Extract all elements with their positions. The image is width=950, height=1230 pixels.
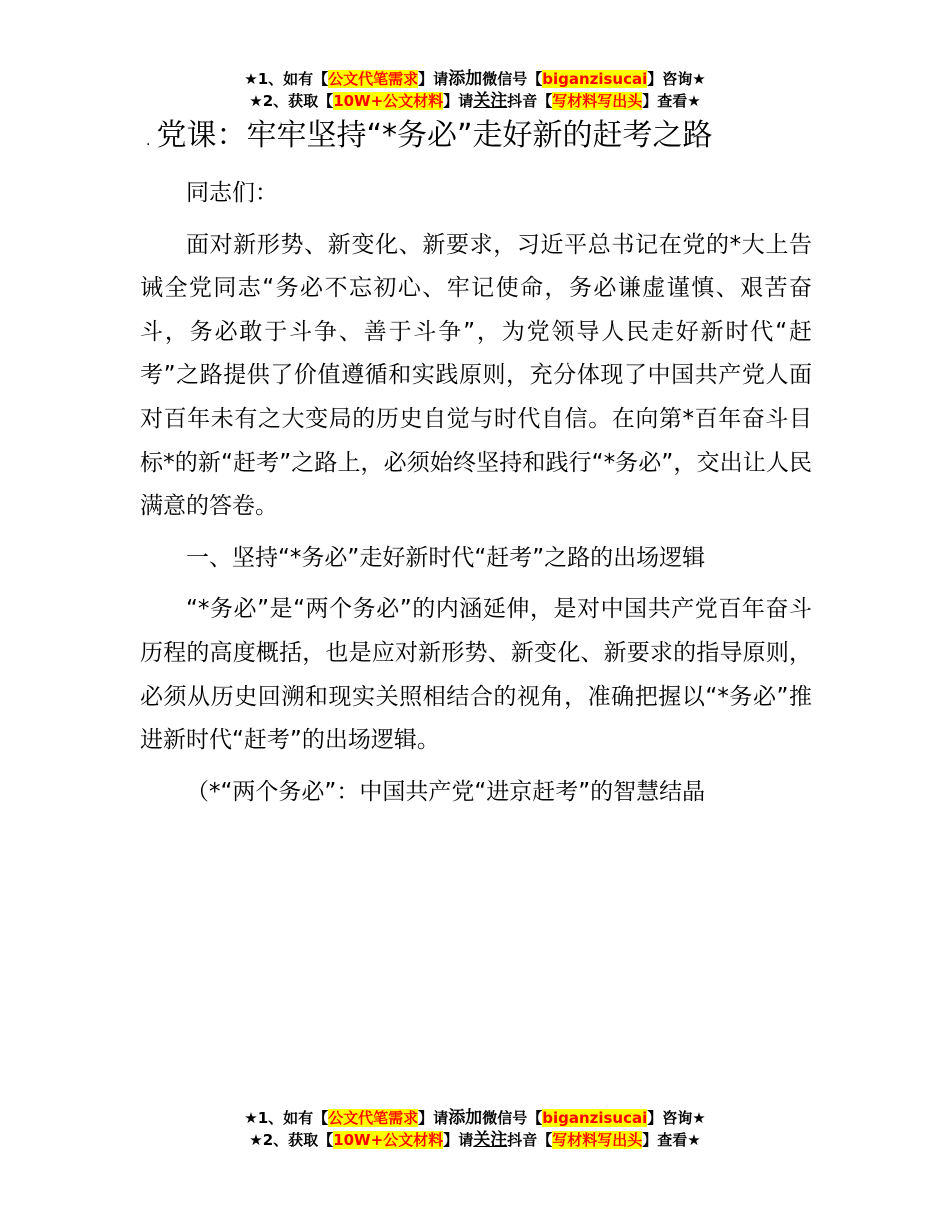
promo-banner-bottom: [0, 1107, 950, 1151]
paragraph-intro: 面对新形势、新变化、新要求，习近平总书记在党的*大上告诫全党同志“务必不忘初心、牢记使命，务必谦虚谨慎、艰苦奋斗，务必敢于斗争、善于斗争”，为党领导人民走好新时代“赶考”之路提供了价值遵循和实践原则，充分体现了中国共产党人面对百年未有之大变局的历史自觉与时代自信。在向第*百年奋斗目标*的新“赶考”之路上，必须始终坚持和践行“*务必”，交出让人民满意的答卷。: [140, 231, 812, 520]
promo-text: 】请: [443, 92, 474, 110]
promo-line-1: [0, 68, 950, 90]
promo-text: ★1、如有【: [244, 1109, 329, 1127]
promo-text: ★2、获取【: [249, 92, 334, 110]
promo-highlight: 10W+公文材料: [333, 92, 444, 110]
document-title: [146, 113, 713, 164]
promo-text: 】查看★: [642, 1131, 701, 1149]
promo-text: 抖音【: [507, 1131, 553, 1149]
promo-text: 微信号【: [482, 1109, 543, 1127]
promo-highlight: 10W+公文材料: [333, 1131, 444, 1149]
promo-text: 抖音【: [507, 92, 553, 110]
promo-line-2: [0, 90, 950, 112]
promo-text: 】请: [443, 1131, 474, 1149]
promo-text: 】咨询★: [647, 70, 706, 88]
promo-emphasis: 添加: [448, 69, 483, 89]
promo-douyin-id: 写材料写出头: [552, 1131, 643, 1149]
section-heading: 一、坚持“*务必”走好新时代“赶考”之路的出场逻辑: [186, 544, 706, 571]
document-body: [140, 172, 812, 822]
promo-banner-top: [0, 68, 950, 112]
title-bullet: .: [146, 133, 151, 149]
promo-douyin-id: 写材料写出头: [552, 92, 643, 110]
promo-text: 】请: [418, 1109, 449, 1127]
promo-text: 微信号【: [482, 70, 543, 88]
promo-line-2: [0, 1129, 950, 1151]
title-text: 党课：牢牢坚持“*务必”走好新的赶考之路: [156, 118, 713, 153]
promo-text: ★2、获取【: [249, 1131, 334, 1149]
promo-wechat-id: biganzisucai: [542, 70, 648, 88]
promo-emphasis: 关注: [473, 91, 508, 111]
promo-text: 】请: [418, 70, 449, 88]
promo-wechat-id: biganzisucai: [542, 1109, 648, 1127]
promo-text: 】咨询★: [647, 1109, 706, 1127]
salutation: 同志们：: [186, 180, 278, 206]
paragraph-section-1: “*务必”是“两个务必”的内涵延伸，是对中国共产党百年奋斗历程的高度概括，也是应对新形势、新变化、新要求的指导原则，必须从历史回溯和现实关照相结合的视角，准确把握以“*务必”推进新时代“赶考”的出场逻辑。: [140, 596, 812, 754]
subsection-heading: （*“两个务必”：中国共产党“进京赶考”的智慧结晶: [186, 778, 706, 805]
promo-highlight: 公文代笔需求: [328, 1109, 419, 1127]
promo-emphasis: 关注: [473, 1130, 508, 1150]
promo-text: 】查看★: [642, 92, 701, 110]
promo-emphasis: 添加: [448, 1108, 483, 1128]
promo-highlight: 公文代笔需求: [328, 70, 419, 88]
promo-text: ★1、如有【: [244, 70, 329, 88]
promo-line-1: [0, 1107, 950, 1129]
